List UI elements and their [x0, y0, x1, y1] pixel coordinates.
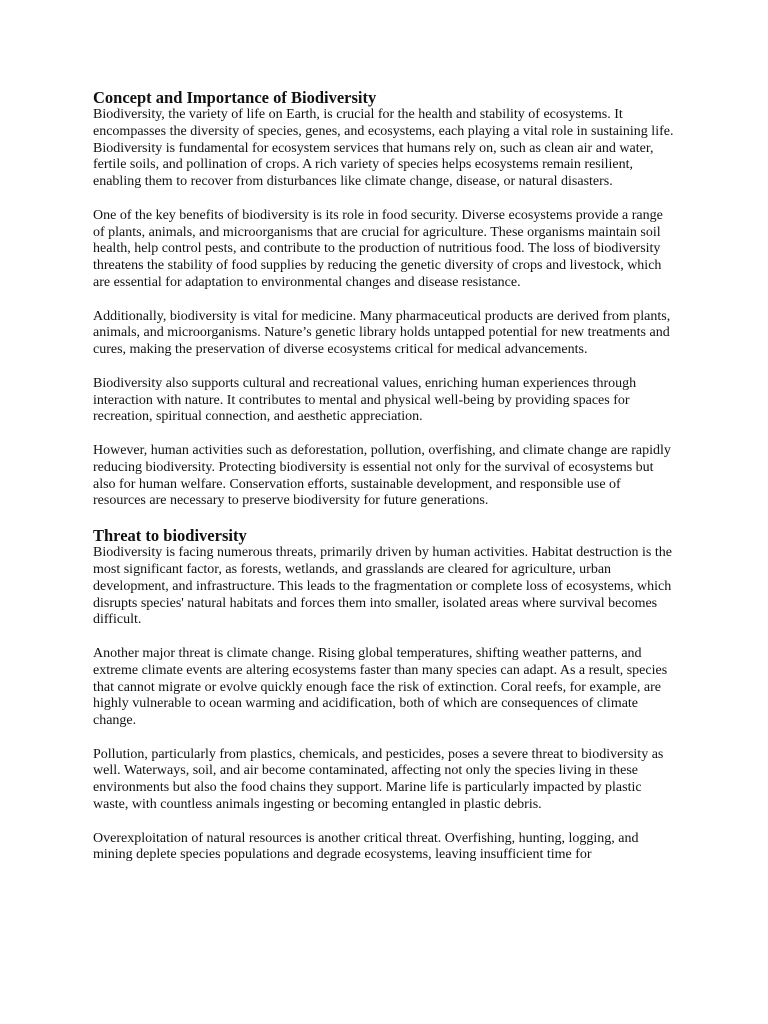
section-heading-threat: Threat to biodiversity — [93, 526, 247, 546]
paragraph-concept-1: Biodiversity, the variety of life on Earth, is crucial for the health and stability of ecosystems. It encompasses the diversity of species, genes, and ecosystems, each playing a vital role in sustaining life. Biodiversity is fundamental for ecosystem services that humans rely on, such as clean air and water, fertile soils, and pollination of crops. A rich variety of species helps ecosystems remain resilient, enabling them to recover from disturbances like climate change, disease, or natural disasters. — [93, 107, 674, 190]
paragraph-threat-3: Pollution, particularly from plastics, chemicals, and pesticides, poses a severe threat to biodiversity as well. Waterways, soil, and air become contaminated, affecting not only the species living in these environments but also the food chains they support. Marine life is particularly impacted by plastic waste, with countless animals ingesting or becoming entangled in plastic debris. — [93, 746, 664, 813]
paragraph-threat-4: Overexploitation of natural resources is another critical threat. Overfishing, hunting, logging, and mining deplete species populations and degrade ecosystems, leaving insufficient time for — [93, 830, 639, 863]
document-page — [93, 88, 677, 864]
paragraph-concept-4: Biodiversity also supports cultural and recreational values, enriching human experiences through interaction with nature. It contributes to mental and physical well-being by providing spaces for recreation, spiritual connection, and aesthetic appreciation. — [93, 375, 637, 425]
paragraph-concept-3: Additionally, biodiversity is vital for medicine. Many pharmaceutical products are derived from plants, animals, and microorganisms. Nature’s genetic library holds untapped potential for new treatments and cures, making the preservation of diverse ecosystems critical for medical advancements. — [93, 308, 671, 358]
section-heading-concept: Concept and Importance of Biodiversity — [93, 88, 377, 107]
paragraph-concept-5: However, human activities such as deforestation, pollution, overfishing, and climate change are rapidly reducing biodiversity. Protecting biodiversity is essential not only for the survival of ecosystems but also for human welfare. Conservation efforts, sustainable development, and responsible use of resources are necessary to preserve biodiversity for future generations. — [93, 442, 671, 509]
paragraph-threat-2: Another major threat is climate change. Rising global temperatures, shifting weather patterns, and extreme climate events are altering ecosystems faster than many species can adapt. As a result, species that cannot migrate or evolve quickly enough face the risk of extinction. Coral reefs, for example, are highly vulnerable to ocean warming and acidification, both of which are consequences of climate change. — [93, 645, 668, 729]
paragraph-concept-2: One of the key benefits of biodiversity is its role in food security. Diverse ecosystems provide a range of plants, animals, and microorganisms that are crucial for agriculture. These organisms maintain soil health, help control pests, and contribute to the production of nutritious food. The loss of biodiversity threatens the stability of food supplies by reducing the genetic diversity of crops and livestock, which are essential for adaptation to environmental changes and disease resistance. — [93, 207, 663, 290]
paragraph-threat-1: Biodiversity is facing numerous threats, primarily driven by human activities. Habitat destruction is the most significant factor, as forests, wetlands, and grasslands are cleared for agriculture, urban development, and infrastructure. This leads to the fragmentation or complete loss of ecosystems, which disrupts species' natural habitats and forces them into smaller, isolated areas where survival becomes difficult. — [93, 545, 672, 628]
